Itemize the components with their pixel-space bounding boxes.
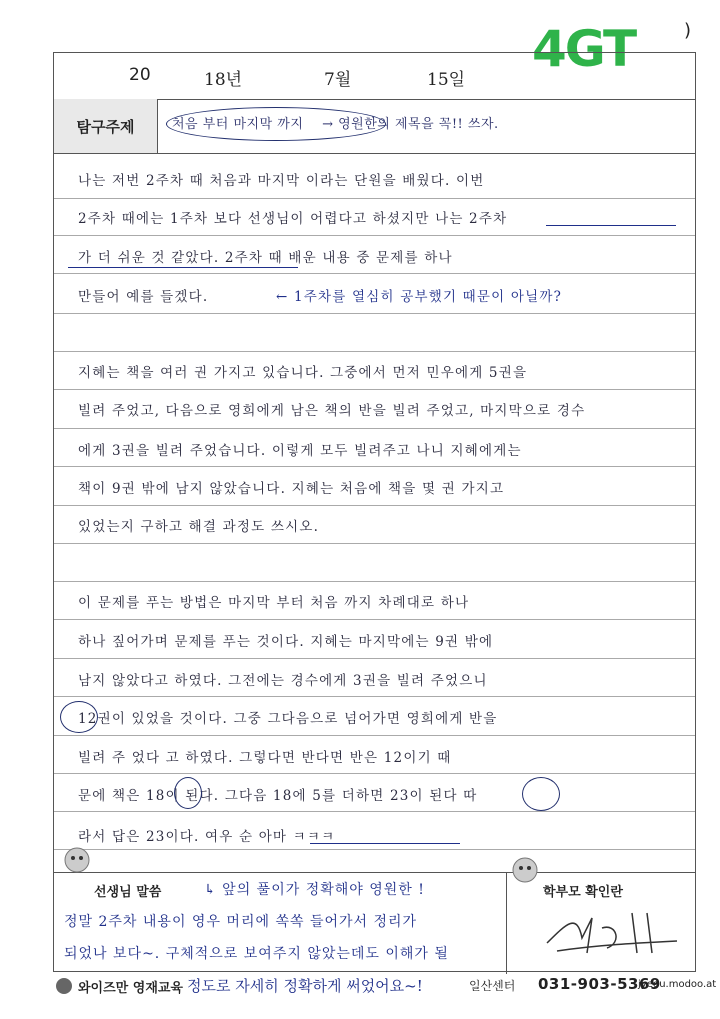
date-month: 7월 [324,70,352,90]
ruled-line [54,581,695,582]
side-note: ← 1주차를 열심히 공부했기 때문이 아닐까? [276,289,563,305]
essay-line-16: 라서 답은 23이다. 여우 순 아마 ㅋㅋㅋ [78,829,336,845]
essay-line-15: 문에 책은 18이 된다. 그다음 18에 5를 더하면 23이 된다 따 [78,788,478,804]
parent-signature [537,903,687,963]
ruled-line [54,428,695,429]
essay-line-12: 남지 않았다고 하였다. 그전에는 경수에게 3권을 빌려 주었으니 [78,673,488,689]
center-name: 일산센터 [469,979,516,993]
ruled-line [54,273,695,274]
feedback-section [54,872,695,974]
essay-line-11: 하나 짚어가며 문제를 푸는 것이다. 지혜는 마지막에는 9권 밖에 [78,634,494,650]
brand-logo-icon [56,978,72,994]
ruled-line [54,849,695,850]
essay-line-14: 빌려 주 었다 고 하였다. 그렇다면 반다면 반은 12이기 때 [78,750,452,766]
grade-mark: 4GT [532,20,636,78]
ruled-line [54,466,695,467]
teacher-comment-4: 정도로 자세히 정확하게 써었어요~! [187,977,423,995]
essay-line-6: 빌려 주었고, 다음으로 영희에게 남은 책의 반을 빌려 주었고, 마지막으로 경수 [78,403,586,419]
topic-label: 탐구주제 [54,99,158,153]
date-row [54,53,695,100]
underline [546,225,676,226]
essay-line-2: 2주차 때에는 1주차 보다 선생님이 어렵다고 하셨지만 나는 2주차 [78,211,508,227]
essay-line-4: 만들어 예를 들겠다. [78,289,209,305]
essay-line-9: 있었는지 구하고 해결 과정도 쓰시오. [78,519,320,535]
ruled-line [54,543,695,544]
teacher-comment-1: ↳ 앞의 풀이가 정확해야 영원한 ! [204,882,425,898]
essay-line-10: 이 문제를 푸는 방법은 마지막 부터 처음 까지 차례대로 하나 [78,595,470,611]
ruled-line [54,351,695,352]
mascot-icon [60,842,94,876]
topic-note: → 영원한의 제목을 꼭!! 쓰자. [322,117,499,132]
essay-line-1: 나는 저번 2주차 때 처음과 마지막 이라는 단원을 배웠다. 이번 [78,173,485,189]
teacher-comment-2: 정말 2주차 내용이 영우 머리에 쏙쏙 들어가서 정리가 [64,914,418,930]
date-year-prefix: 20 [129,65,151,85]
essay-line-13: 12권이 있었을 것이다. 그중 그다음으로 넘어가면 영희에게 반을 [78,711,498,727]
circle-18 [174,777,202,809]
ruled-line [54,505,695,506]
teacher-label: 선생님 말씀 [94,885,162,900]
parent-label: 학부모 확인란 [543,885,623,900]
essay-line-7: 에게 3권을 빌려 주었습니다. 이렇게 모두 빌려주고 나니 지혜에게는 [78,443,522,459]
ruled-line [54,198,695,199]
underline [68,267,298,268]
topic-row [54,99,695,154]
brand-name: 와이즈만 영재교육 [78,981,183,996]
ruled-line [54,389,695,390]
essay-line-5: 지혜는 책을 여러 권 가지고 있습니다. 그중에서 먼저 민우에게 5권을 [78,365,528,381]
mascot-icon [508,852,542,886]
ruled-line [54,811,695,812]
topic-text [172,113,499,132]
website: jyedu.modoo.at [638,979,717,990]
date-day: 15일 [427,70,466,90]
worksheet [53,52,696,972]
teacher-comment-3: 되었나 보다~. 구체적으로 보여주지 않았는데도 이해가 될 [64,946,449,962]
ruled-line [54,619,695,620]
parent-box [506,873,698,974]
ruled-line [54,313,695,314]
topic-main: 처음 부터 마지막 까지 [172,117,304,132]
ruled-line [54,696,695,697]
essay-line-3: 가 더 쉬운 것 같았다. 2주차 때 배운 내용 중 문제를 하나 [78,250,453,266]
ruled-line [54,235,695,236]
circle-12 [60,701,98,733]
phone-number: 031-903-5369 [538,975,661,993]
corner-mark: ) [684,20,692,41]
ruled-line [54,735,695,736]
essay-line-8: 책이 9권 밖에 남지 않았습니다. 지혜는 처음에 책을 몇 권 가지고 [78,481,505,497]
ruled-line [54,773,695,774]
ruled-line [54,658,695,659]
circle-23 [522,777,560,811]
bottom-bar [0,975,720,1005]
underline [310,843,460,844]
date-year: 18년 [204,70,243,90]
